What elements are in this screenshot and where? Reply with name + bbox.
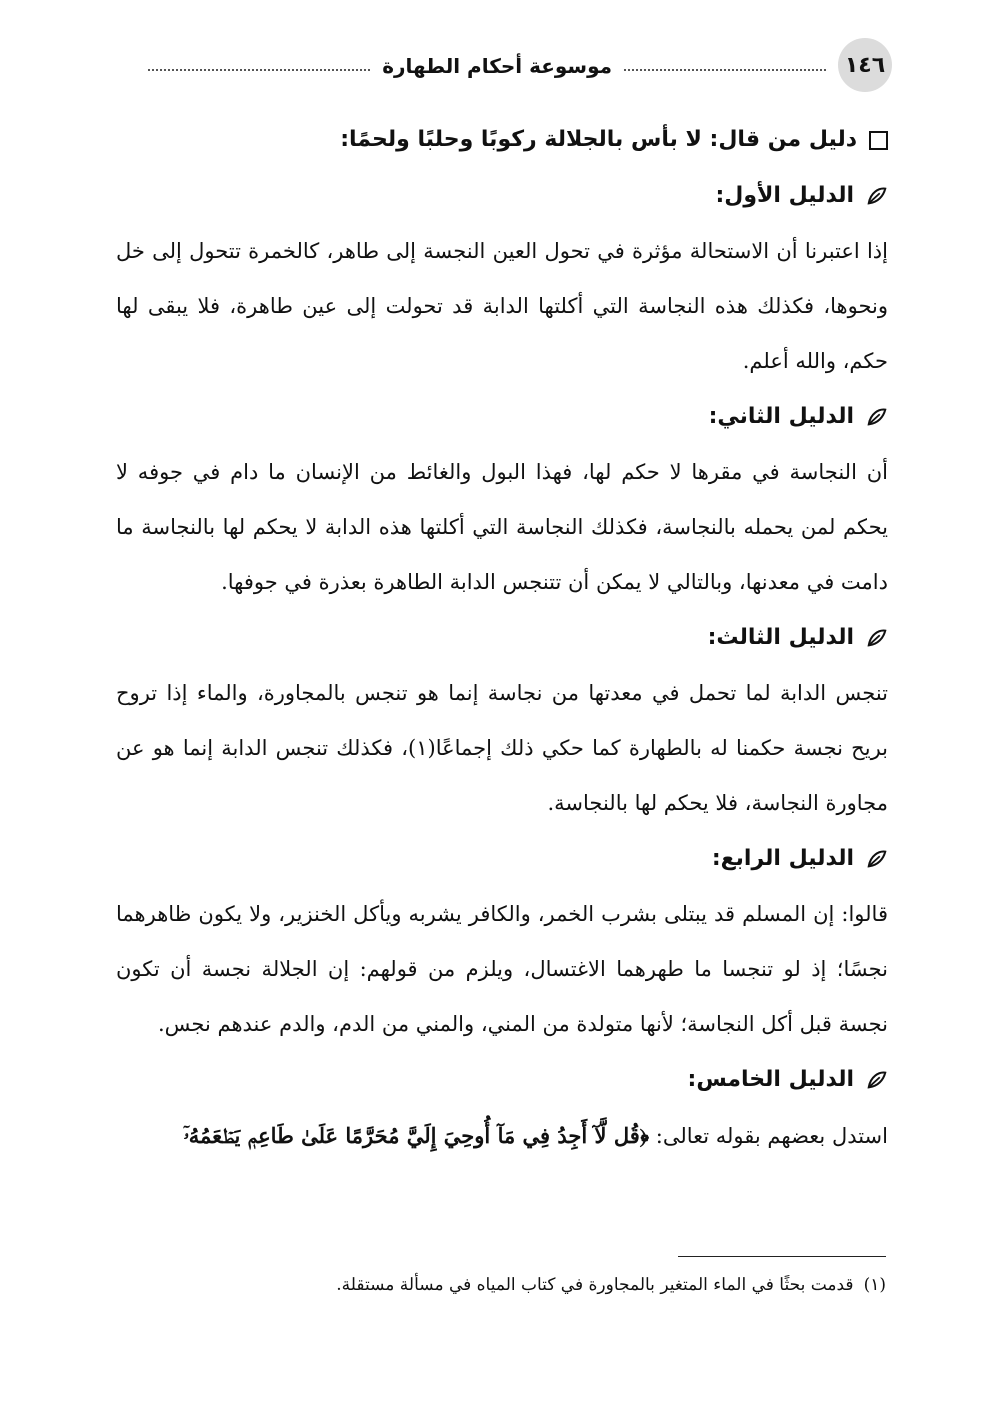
footnote-divider <box>678 1256 886 1257</box>
proof-text-2: أن النجاسة في مقرها لا حكم لها، فهذا البول والغائط من الإنسان ما دام في جوفه لا يحكم لمن يحمله بالنجاسة، فكذلك النجاسة التي أكلتها هذه الدابة لا يحكم لها بالنجاسة ما دامت في معدنها، وبالتالي لا يمكن أن تتنجس الدابة الطاهرة بعذرة في جوفها. <box>116 460 888 594</box>
proof-text-5 <box>116 1108 888 1164</box>
proof-heading-text: الدليل الخامس: <box>687 1067 854 1092</box>
proof-heading-text: الدليل الثالث: <box>707 625 854 650</box>
proof-text-3: تنجس الدابة لما تحمل في معدتها من نجاسة إنما هو تنجس بالمجاورة، والماء إذا تروح بريح نجسة حكمنا له بالطهارة كما حكي ذلك إجماعًا(١)، فكذلك تنجس الدابة إنما هو عن مجاورة النجاسة، فلا يحكم لها بالنجاسة. <box>116 681 889 815</box>
section-title-text: دليل من قال: لا بأس بالجلالة ركوبًا وحلبًا ولحمًا: <box>340 127 857 152</box>
proof-heading-3 <box>116 610 888 666</box>
proof-heading-text: الدليل الرابع: <box>711 846 854 871</box>
page-header <box>148 38 892 108</box>
footnote-marker: (١) <box>863 1275 886 1295</box>
proof-heading-4 <box>116 831 888 887</box>
leaf-ornament-icon <box>866 627 888 649</box>
proof-heading-5 <box>116 1052 888 1108</box>
quran-quote: ﴿قُل لَّآ أَجِدُ فِي مَآ أُوحِيَ إِلَيَّ مُحَرَّمًا عَلَىٰ طَاعِمٖ يَطۡعَمُهُۥٓ <box>183 1123 650 1148</box>
proof-heading-text: الدليل الثاني: <box>708 404 854 429</box>
footnote <box>116 1275 886 1295</box>
footnote-text: قدمت بحثًا في الماء المتغير بالمجاورة في كتاب المياه في مسألة مستقلة. <box>336 1275 854 1295</box>
proof-heading-2 <box>116 389 888 445</box>
running-title: موسوعة أحكام الطهارة <box>372 54 622 78</box>
proof-heading-text: الدليل الأول: <box>715 183 854 208</box>
main-content <box>116 112 888 1164</box>
leaf-ornament-icon <box>866 185 888 207</box>
leaf-ornament-icon <box>866 406 888 428</box>
leaf-ornament-icon <box>866 848 888 870</box>
checkbox-icon <box>869 131 888 150</box>
section-title <box>116 112 888 168</box>
proof-heading-1 <box>116 168 888 224</box>
proof-intro-text: استدل بعضهم بقوله تعالى: <box>655 1124 888 1148</box>
proof-text-1: إذا اعتبرنا أن الاستحالة مؤثرة في تحول العين النجسة إلى طاهر، كالخمرة تتحول إلى خل ونحوها، فكذلك هذه النجاسة التي أكلتها الدابة قد تحولت إلى عين طاهرة، فلا يبقى لها حكم، والله أعلم. <box>116 239 888 373</box>
page-number: ١٤٦ <box>838 38 892 92</box>
proof-text-4: قالوا: إن المسلم قد يبتلى بشرب الخمر، والكافر يشربه ويأكل الخنزير، ولا يكون ظاهرهما نجسًا؛ إذ لو تنجسا ما طهرهما الاغتسال، ويلزم من قولهم: إن الجلالة نجسة أن تكون نجسة قبل أكل النجاسة؛ لأنها متولدة من المني، والمني من الدم، والدم عندهم نجس. <box>116 902 888 1036</box>
leaf-ornament-icon <box>866 1069 888 1091</box>
